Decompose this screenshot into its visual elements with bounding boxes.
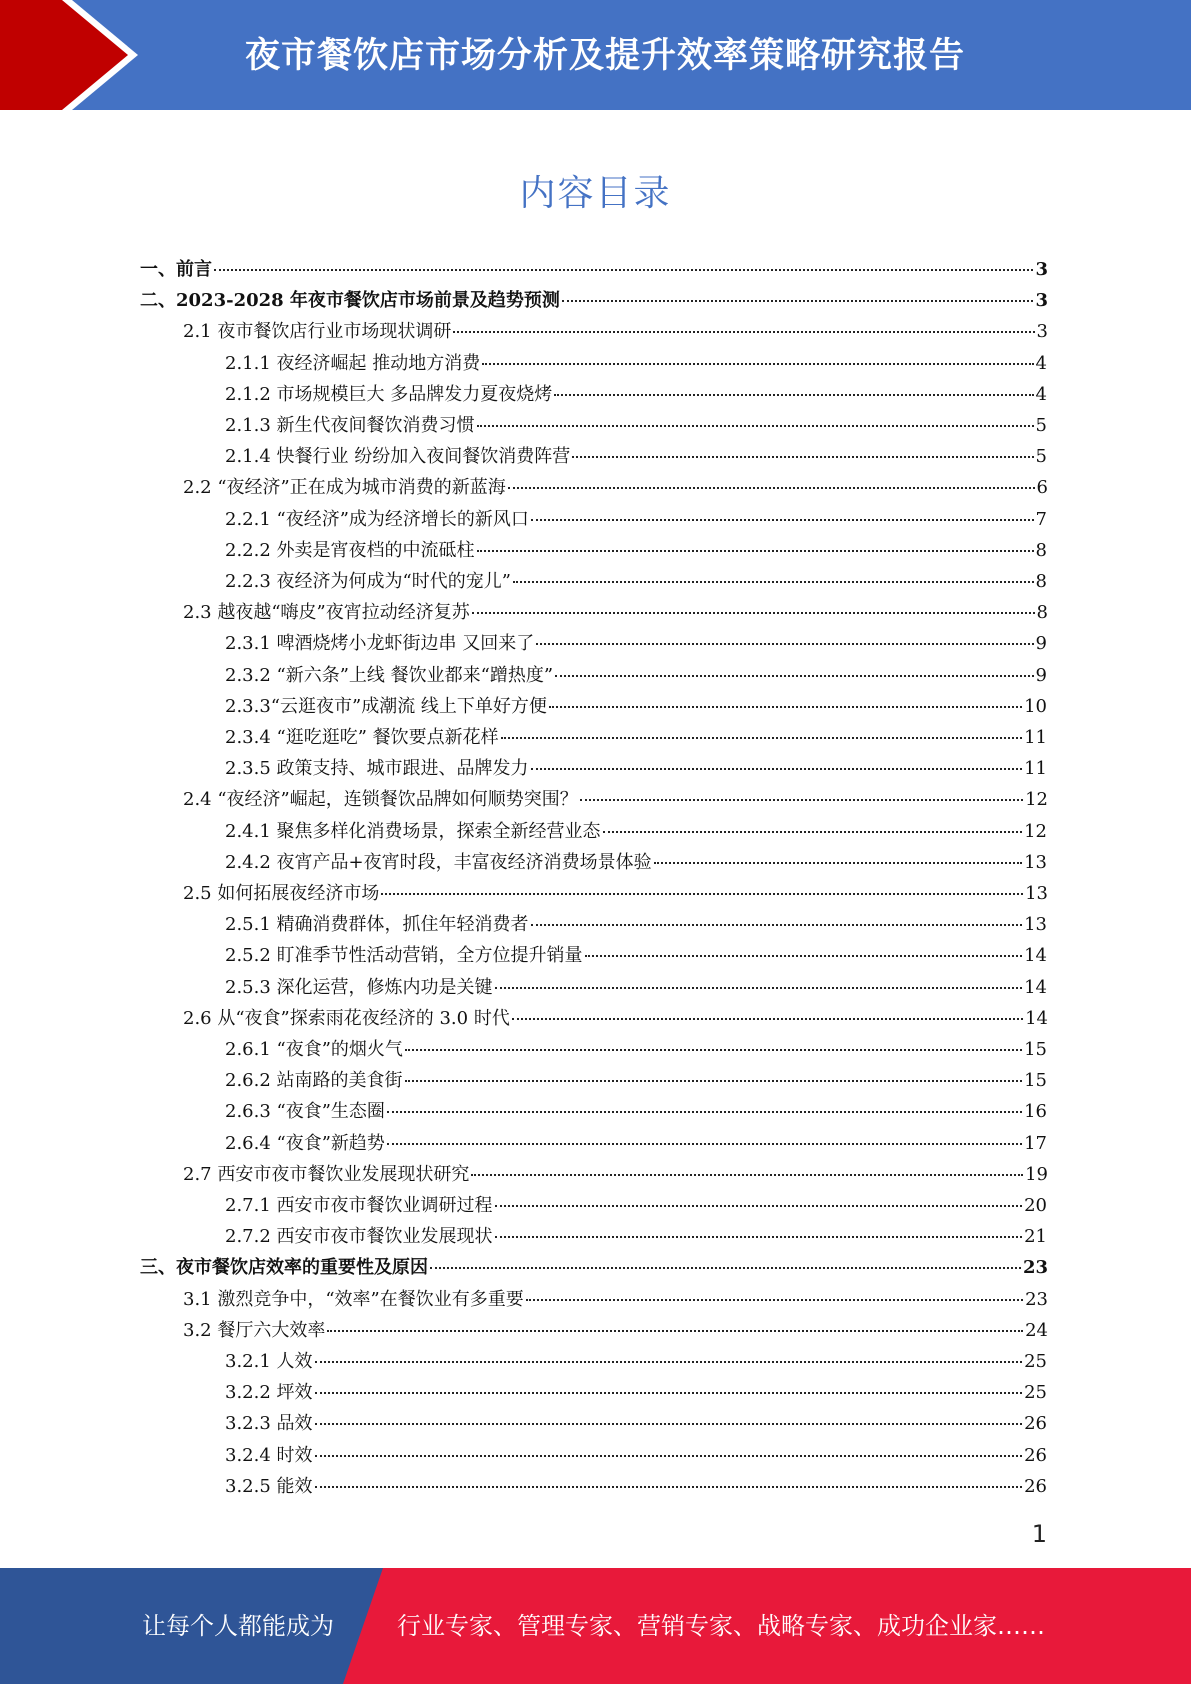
toc-entry-page: 3 bbox=[1035, 290, 1048, 312]
toc-dot-leader bbox=[381, 893, 1023, 895]
toc-entry-label: 2.1.2 市场规模巨大 多品牌发力夏夜烧烤 bbox=[225, 383, 553, 405]
toc-entry[interactable] bbox=[225, 660, 1047, 691]
toc-entry[interactable] bbox=[225, 1440, 1047, 1471]
toc-entry[interactable] bbox=[225, 1190, 1047, 1221]
toc-entry[interactable] bbox=[225, 972, 1047, 1003]
toc-entry-page: 8 bbox=[1035, 539, 1047, 561]
toc-entry-label: 一、前言 bbox=[140, 259, 212, 280]
toc-entry-page: 19 bbox=[1025, 1163, 1048, 1185]
toc-dot-leader bbox=[555, 675, 1033, 677]
toc-dot-leader bbox=[315, 1423, 1023, 1425]
toc-entry-page: 12 bbox=[1025, 789, 1048, 811]
toc-entry-page: 14 bbox=[1024, 976, 1047, 998]
toc-dot-leader bbox=[603, 831, 1023, 833]
toc-entry[interactable] bbox=[225, 909, 1047, 940]
toc-entry[interactable] bbox=[183, 597, 1048, 628]
toc-entry-label: 3.2.3 品效 bbox=[225, 1413, 313, 1435]
toc-entry-page: 23 bbox=[1025, 1288, 1048, 1310]
toc-entry[interactable] bbox=[225, 847, 1047, 878]
toc-entry[interactable] bbox=[183, 784, 1048, 815]
toc-dot-leader bbox=[387, 1143, 1022, 1145]
toc-entry-page: 24 bbox=[1025, 1319, 1048, 1341]
toc-dot-leader bbox=[562, 300, 1034, 302]
toc-dot-leader bbox=[405, 1080, 1023, 1082]
toc-entry-label: 2.3.1 啤酒烧烤小龙虾街边串 又回来了 bbox=[225, 633, 535, 655]
toc-dot-leader bbox=[327, 1330, 1023, 1332]
toc-entry[interactable] bbox=[183, 472, 1048, 503]
toc-entry-label: 2.5.2 盯准季节性活动营销，全方位提升销量 bbox=[225, 945, 583, 967]
toc-dot-leader bbox=[549, 706, 1022, 708]
toc-entry[interactable] bbox=[225, 1096, 1047, 1127]
toc-entry[interactable] bbox=[225, 1346, 1047, 1377]
toc-dot-leader bbox=[482, 363, 1033, 365]
toc-dot-leader bbox=[315, 1455, 1023, 1457]
toc-dot-leader bbox=[526, 1299, 1023, 1301]
toc-dot-leader bbox=[513, 581, 1034, 583]
toc-entry-label: 2.3.5 政策支持、城市跟进、品牌发力 bbox=[225, 758, 529, 780]
toc-entry[interactable] bbox=[225, 1408, 1047, 1439]
header-arrow-decoration bbox=[0, 0, 148, 110]
toc-entry[interactable] bbox=[225, 566, 1047, 597]
toc-dot-leader bbox=[501, 737, 1022, 739]
toc-entry-label: 3.2.4 时效 bbox=[225, 1444, 313, 1466]
toc-entry-label: 2.6 从“夜食”探索雨花夜经济的 3.0 时代 bbox=[183, 1007, 510, 1029]
toc-entry-label: 三、夜市餐饮店效率的重要性及原因 bbox=[140, 1257, 428, 1279]
toc-entry-label: 2.4.1 聚焦多样化消费场景，探索全新经营业态 bbox=[225, 820, 601, 842]
toc-dot-leader bbox=[405, 1049, 1022, 1051]
toc-entry[interactable] bbox=[183, 1284, 1048, 1315]
toc-entry-label: 2.6.4 “夜食”新趋势 bbox=[225, 1132, 385, 1154]
toc-entry-label: 2.7.2 西安市夜市餐饮业发展现状 bbox=[225, 1226, 493, 1248]
toc-entry-label: 2.2.3 夜经济为何成为“时代的宠儿” bbox=[225, 571, 511, 592]
toc-entry[interactable] bbox=[140, 285, 1048, 316]
toc-entry-page: 21 bbox=[1024, 1226, 1047, 1248]
toc-entry-label: 2.2 “夜经济”正在成为城市消费的新蓝海 bbox=[183, 477, 506, 499]
toc-entry-label: 2.7.1 西安市夜市餐饮业调研过程 bbox=[225, 1195, 493, 1216]
toc-dot-leader bbox=[572, 456, 1033, 458]
toc-entry[interactable] bbox=[225, 379, 1047, 410]
toc-entry-page: 8 bbox=[1036, 602, 1048, 624]
toc-entry[interactable] bbox=[225, 504, 1047, 535]
toc-dot-leader bbox=[495, 1205, 1023, 1207]
toc-entry[interactable] bbox=[225, 1065, 1047, 1096]
toc-entry[interactable] bbox=[225, 1221, 1047, 1252]
toc-dot-leader bbox=[471, 1174, 1023, 1176]
toc-heading: 内容目录 bbox=[519, 173, 672, 214]
toc-entry-label: 2.5.1 精确消费群体，抓住年轻消费者 bbox=[225, 914, 529, 936]
toc-entry-page: 8 bbox=[1035, 571, 1047, 592]
toc-entry-page: 9 bbox=[1035, 664, 1047, 686]
toc-entry-page: 4 bbox=[1035, 352, 1047, 374]
footer-slogan-right: 行业专家、管理专家、营销专家、战略专家、成功企业家…… bbox=[397, 1612, 1045, 1640]
footer-slogan-left: 让每个人都能成为 bbox=[142, 1612, 334, 1640]
toc-dot-leader bbox=[554, 394, 1033, 396]
toc-entry-page: 9 bbox=[1035, 633, 1047, 655]
toc-dot-leader bbox=[495, 987, 1023, 989]
toc-entry[interactable] bbox=[183, 1003, 1048, 1034]
toc-entry-page: 25 bbox=[1024, 1351, 1047, 1372]
toc-entry[interactable] bbox=[183, 316, 1048, 347]
toc-entry[interactable] bbox=[225, 628, 1047, 659]
toc-entry-page: 4 bbox=[1035, 383, 1047, 405]
report-header-banner bbox=[0, 0, 1191, 110]
toc-entry[interactable] bbox=[225, 441, 1047, 472]
toc-entry-page: 11 bbox=[1024, 758, 1047, 780]
toc-dot-leader bbox=[495, 1236, 1023, 1238]
toc-entry-page: 7 bbox=[1035, 508, 1047, 530]
toc-entry-page: 20 bbox=[1024, 1195, 1047, 1216]
toc-entry-page: 14 bbox=[1025, 1007, 1048, 1029]
toc-dot-leader bbox=[477, 425, 1034, 427]
toc-dot-leader bbox=[512, 1018, 1023, 1020]
toc-entry-label: 2.7 西安市夜市餐饮业发展现状研究 bbox=[183, 1163, 470, 1185]
toc-entry-page: 26 bbox=[1024, 1475, 1047, 1497]
toc-entry-page: 17 bbox=[1024, 1132, 1047, 1154]
toc-entry-page: 14 bbox=[1024, 945, 1047, 967]
toc-entry[interactable] bbox=[225, 940, 1047, 971]
toc-entry-page: 13 bbox=[1024, 851, 1047, 873]
toc-entry-page: 26 bbox=[1024, 1413, 1047, 1435]
toc-entry[interactable] bbox=[183, 878, 1048, 909]
toc-entry-page: 26 bbox=[1024, 1444, 1047, 1466]
toc-entry[interactable] bbox=[225, 753, 1047, 784]
toc-entry[interactable] bbox=[225, 1377, 1047, 1408]
toc-entry-page: 23 bbox=[1022, 1257, 1048, 1279]
toc-entry-label: 2.4.2 夜宵产品+夜宵时段，丰富夜经济消费场景体验 bbox=[225, 851, 652, 873]
toc-entry-label: 2.5.3 深化运营，修炼内功是关键 bbox=[225, 976, 493, 998]
toc-dot-leader bbox=[531, 768, 1023, 770]
footer-banner bbox=[0, 1568, 1191, 1684]
toc-entry-page: 15 bbox=[1024, 1039, 1047, 1060]
toc-entry[interactable] bbox=[225, 535, 1047, 566]
toc-entry-label: 二、2023-2028 年夜市餐饮店市场前景及趋势预测 bbox=[140, 290, 560, 312]
toc-entry[interactable] bbox=[140, 254, 1048, 285]
toc-entry-label: 3.1 激烈竞争中，“效率”在餐饮业有多重要 bbox=[183, 1288, 524, 1310]
toc-dot-leader bbox=[531, 924, 1023, 926]
toc-dot-leader bbox=[315, 1486, 1023, 1488]
toc-dot-leader bbox=[315, 1361, 1023, 1363]
toc-entry-label: 2.3.3“云逛夜市”成潮流 线上下单好方便 bbox=[225, 695, 547, 717]
toc-entry[interactable] bbox=[225, 410, 1047, 441]
toc-entry-label: 3.2.2 坪效 bbox=[225, 1382, 313, 1404]
toc-entry-label: 3.2.1 人效 bbox=[225, 1351, 313, 1372]
toc-dot-leader bbox=[472, 612, 1035, 614]
toc-entry-label: 2.3 越夜越“嗨皮”夜宵拉动经济复苏 bbox=[183, 602, 470, 624]
toc-entry-label: 2.4 “夜经济”崛起，连锁餐饮品牌如何顺势突围？ bbox=[183, 789, 578, 811]
toc-entry[interactable] bbox=[225, 1034, 1047, 1065]
toc-entry-page: 16 bbox=[1024, 1101, 1047, 1123]
toc-dot-leader bbox=[536, 643, 1033, 645]
toc-entry-page: 10 bbox=[1024, 695, 1047, 717]
toc-entry-label: 2.5 如何拓展夜经济市场 bbox=[183, 883, 380, 904]
toc-entry-page: 15 bbox=[1024, 1070, 1047, 1092]
toc-entry-page: 13 bbox=[1024, 914, 1047, 936]
toc-entry-label: 3.2 餐厅六大效率 bbox=[183, 1319, 326, 1341]
toc-dot-leader bbox=[580, 799, 1023, 801]
toc-entry-label: 2.6.2 站南路的美食街 bbox=[225, 1070, 403, 1092]
toc-entry-page: 3 bbox=[1036, 321, 1048, 343]
toc-dot-leader bbox=[430, 1267, 1021, 1269]
page-number: 1 bbox=[1031, 1520, 1047, 1548]
toc-entry[interactable] bbox=[140, 1252, 1048, 1283]
toc-entry-label: 2.2.2 外卖是宵夜档的中流砥柱 bbox=[225, 539, 475, 561]
toc-entry-page: 3 bbox=[1035, 259, 1048, 280]
toc-dot-leader bbox=[531, 519, 1034, 521]
toc-entry-page: 6 bbox=[1036, 477, 1048, 499]
toc-dot-leader bbox=[508, 487, 1035, 489]
toc-entry-page: 25 bbox=[1024, 1382, 1047, 1404]
toc-dot-leader bbox=[214, 269, 1033, 271]
toc-entry[interactable] bbox=[225, 348, 1047, 379]
report-title: 夜市餐饮店市场分析及提升效率策略研究报告 bbox=[245, 36, 966, 76]
toc-entry[interactable] bbox=[183, 1315, 1048, 1346]
toc-entry[interactable] bbox=[225, 816, 1047, 847]
toc-dot-leader bbox=[315, 1392, 1023, 1394]
toc-entry-label: 2.6.3 “夜食”生态圈 bbox=[225, 1101, 385, 1123]
toc-entry-page: 5 bbox=[1035, 446, 1047, 468]
toc-entry-label: 2.1.1 夜经济崛起 推动地方消费 bbox=[225, 352, 481, 374]
toc-entry-page: 11 bbox=[1024, 727, 1047, 748]
toc-entry-page: 12 bbox=[1024, 820, 1047, 842]
toc-entry-label: 2.3.2 “新六条”上线 餐饮业都来“蹭热度” bbox=[225, 664, 554, 686]
toc-entry-label: 2.1 夜市餐饮店行业市场现状调研 bbox=[183, 321, 452, 343]
toc-entry-label: 3.2.5 能效 bbox=[225, 1475, 313, 1497]
toc-dot-leader bbox=[654, 862, 1022, 864]
toc-entry[interactable] bbox=[225, 691, 1047, 722]
toc-entry[interactable] bbox=[225, 1471, 1047, 1502]
toc-entry-page: 13 bbox=[1025, 883, 1048, 904]
toc-entry-label: 2.1.3 新生代夜间餐饮消费习惯 bbox=[225, 415, 475, 436]
toc-entry[interactable] bbox=[225, 722, 1047, 753]
toc-entry[interactable] bbox=[183, 1159, 1048, 1190]
toc-dot-leader bbox=[585, 955, 1023, 957]
toc-entry-label: 2.3.4 “逛吃逛吃” 餐饮要点新花样 bbox=[225, 727, 499, 748]
toc-entry-label: 2.1.4 快餐行业 纷纷加入夜间餐饮消费阵营 bbox=[225, 446, 571, 468]
toc-entry-label: 2.6.1 “夜食”的烟火气 bbox=[225, 1039, 403, 1060]
toc-dot-leader bbox=[477, 550, 1034, 552]
toc-entry[interactable] bbox=[225, 1128, 1047, 1159]
toc-entry-page: 5 bbox=[1035, 415, 1047, 436]
toc-entry-label: 2.2.1 “夜经济”成为经济增长的新风口 bbox=[225, 508, 529, 530]
toc-dot-leader bbox=[387, 1111, 1022, 1113]
toc-dot-leader bbox=[453, 331, 1034, 333]
